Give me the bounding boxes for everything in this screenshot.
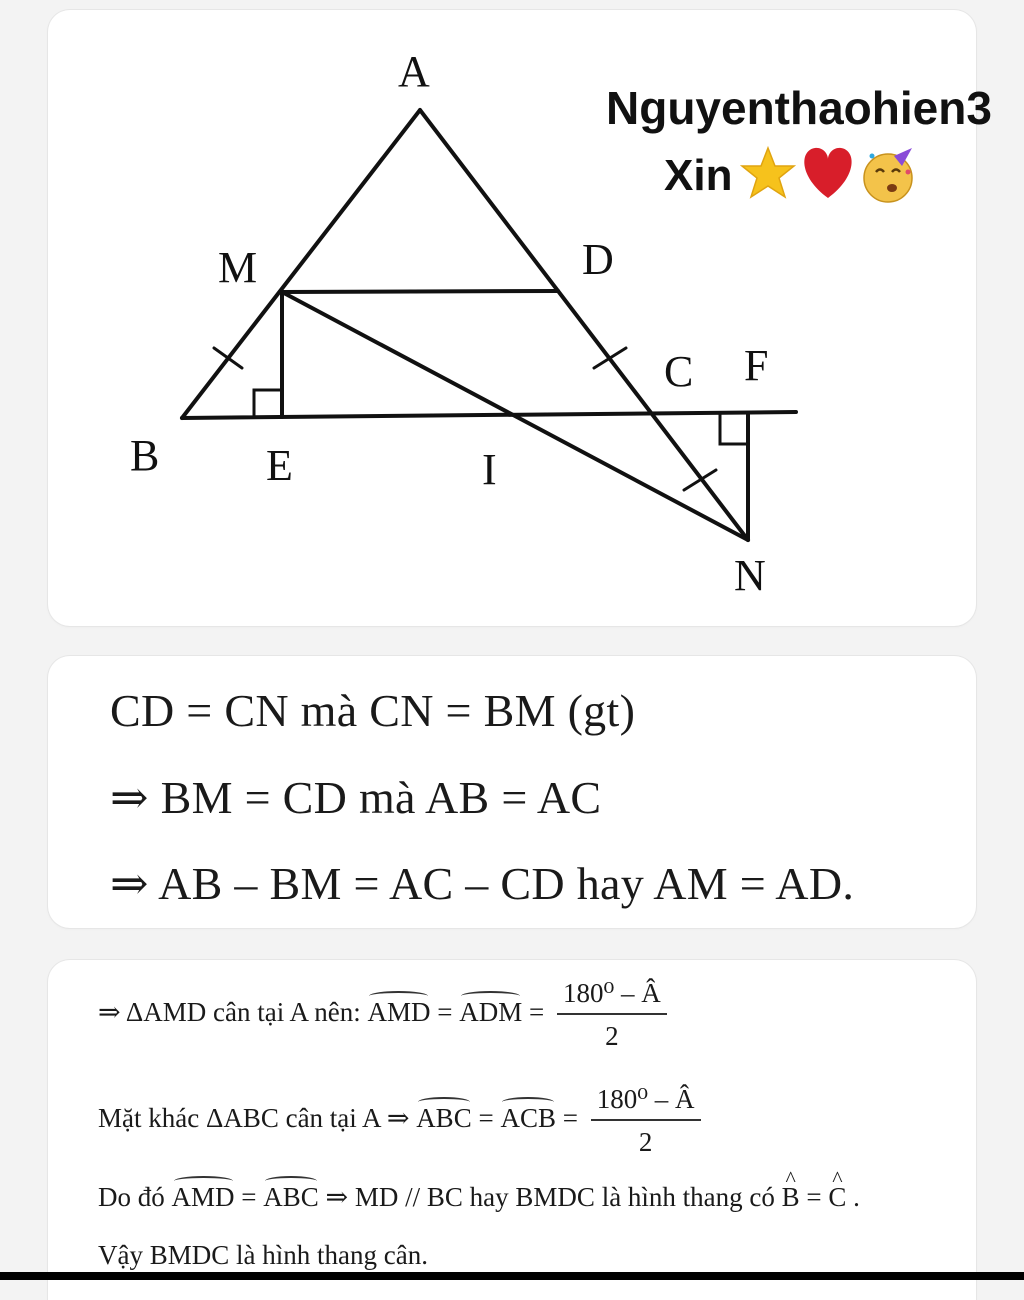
angle-ABC: ABC [416,1103,472,1134]
fraction-numerator: 180⁰ – Â [591,1084,701,1121]
equals-sign: = [528,997,551,1028]
proof-line-7: Vậy BMDC là hình thang cân. [98,1240,428,1270]
angle-B-hat: ^ B [782,1182,800,1213]
line4-text: ⇒ ΔAMD cân tại A nên: [98,997,368,1028]
angle-AMD: AMD [367,997,431,1028]
tick-BM [214,348,242,368]
equals-sign: = [241,1182,264,1212]
fraction [557,978,667,1052]
fraction-numerator: 180⁰ – Â [557,978,667,1015]
proof-line-4 [98,978,667,1052]
label-I: I [482,445,497,494]
angle-ADM: ADM [459,997,523,1028]
tick-CD [594,348,626,368]
label-N: N [734,551,766,600]
geometry-figure [0,0,1024,640]
line6-text: Do đó [98,1182,172,1212]
right-angle-E [254,390,282,417]
equals-sign: = [437,997,460,1028]
label-M: M [218,243,258,292]
fraction-denominator: 2 [638,1127,653,1157]
tick-CN [684,470,716,490]
label-C: C [664,347,694,396]
period: . [853,1182,860,1212]
right-angle-F [720,414,748,444]
angle-ACB: ACB [500,1103,556,1134]
equals-sign: = [562,1103,585,1134]
equals-sign: = [806,1182,829,1212]
line5-text: Mặt khác ΔABC cân tại A ⇒ [98,1103,417,1134]
angle-ABC: ABC [263,1182,319,1212]
proof-line-2: ⇒ BM = CD mà AB = AC [110,772,602,823]
proof-line-6 [98,1182,860,1213]
proof-step1-card [48,656,976,928]
angle-C-hat: ^ C [828,1182,846,1213]
label-D: D [582,235,614,284]
label-B: B [130,431,160,480]
segment-MD [282,291,558,292]
proof-line-5 [98,1084,701,1158]
label-A: A [398,47,430,96]
fraction-denominator: 2 [605,1021,619,1051]
label-F: F [744,341,769,390]
watermark-request: Xin [664,151,733,200]
heart-icon [804,148,851,198]
party-face-icon [864,148,912,202]
proof-line-3: ⇒ AB – BM = AC – CD hay AM = AD. [110,858,855,909]
star-icon [742,148,794,197]
angle-AMD: AMD [171,1182,235,1212]
equals-sign: = [478,1103,501,1134]
fraction [591,1084,701,1158]
proof-line-1: CD = CN mà CN = BM (gt) [110,685,636,736]
label-E: E [266,441,293,490]
bottom-bar [0,1272,1024,1280]
line6-middle-text: ⇒ MD // BC hay BMDC là hình thang có [325,1182,782,1212]
watermark-name: Nguyenthaohien3 [606,82,992,134]
line-BF [182,412,796,418]
proof-step2-card [48,960,976,1300]
